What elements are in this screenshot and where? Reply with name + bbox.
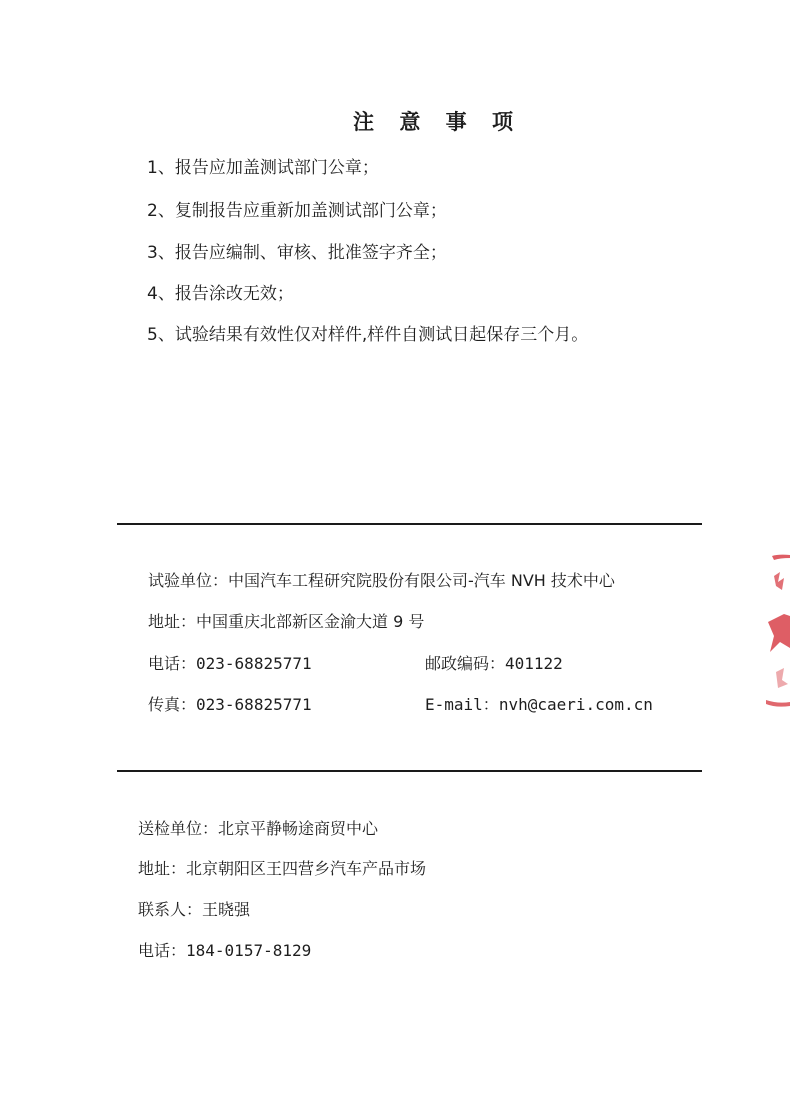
testing-unit-address bbox=[148, 609, 424, 632]
notice-title: 注 意 事 项 bbox=[353, 110, 522, 134]
client-unit-phone-label: 电话： bbox=[138, 941, 187, 960]
testing-unit-fax bbox=[148, 692, 312, 715]
testing-unit-phone bbox=[148, 651, 312, 674]
notice-item-2: 2、复制报告应重新加盖测试部门公章； bbox=[147, 201, 447, 221]
client-unit-phone-value: 184-0157-8129 bbox=[186, 941, 312, 960]
divider-top bbox=[117, 523, 702, 525]
testing-unit-phone-label: 电话： bbox=[148, 654, 197, 673]
notice-item-1: 1、报告应加盖测试部门公章； bbox=[147, 158, 379, 178]
testing-unit-name bbox=[148, 568, 615, 591]
testing-unit-fax-label: 传真： bbox=[148, 695, 197, 714]
red-seal-edge-icon bbox=[762, 552, 790, 712]
testing-unit-address-value: 中国重庆北部新区金渝大道 9 号 bbox=[196, 612, 425, 631]
client-unit-contact bbox=[138, 897, 250, 920]
testing-unit-address-label: 地址： bbox=[148, 612, 197, 631]
client-unit-name bbox=[138, 816, 378, 839]
testing-unit-name-value: 中国汽车工程研究院股份有限公司-汽车 NVH 技术中心 bbox=[228, 571, 615, 590]
client-unit-contact-value: 王晓强 bbox=[202, 900, 251, 919]
testing-unit-fax-value: 023-68825771 bbox=[196, 695, 312, 714]
testing-unit-name-label: 试验单位： bbox=[148, 571, 229, 590]
divider-bottom bbox=[117, 770, 702, 772]
client-unit-name-label: 送检单位： bbox=[138, 819, 219, 838]
client-unit-address-label: 地址： bbox=[138, 859, 187, 878]
testing-unit-postcode-label: 邮政编码： bbox=[425, 654, 506, 673]
client-unit-phone bbox=[138, 938, 311, 961]
testing-unit-email-label: E-mail： bbox=[425, 695, 499, 714]
notice-item-3: 3、报告应编制、审核、批准签字齐全； bbox=[147, 243, 447, 263]
testing-unit-phone-value: 023-68825771 bbox=[196, 654, 312, 673]
testing-unit-email bbox=[425, 692, 653, 715]
testing-unit-email-value: nvh@caeri.com.cn bbox=[498, 695, 653, 714]
client-unit-address bbox=[138, 856, 426, 879]
client-unit-contact-label: 联系人： bbox=[138, 900, 203, 919]
notice-item-4: 4、报告涂改无效； bbox=[147, 284, 294, 304]
client-unit-address-value: 北京朝阳区王四营乡汽车产品市场 bbox=[186, 859, 427, 878]
testing-unit-postcode-value: 401122 bbox=[505, 654, 563, 673]
client-unit-name-value: 北京平静畅途商贸中心 bbox=[218, 819, 379, 838]
testing-unit-postcode bbox=[425, 651, 563, 674]
notice-item-5: 5、试验结果有效性仅对样件,样件自测试日起保存三个月。 bbox=[147, 325, 589, 345]
